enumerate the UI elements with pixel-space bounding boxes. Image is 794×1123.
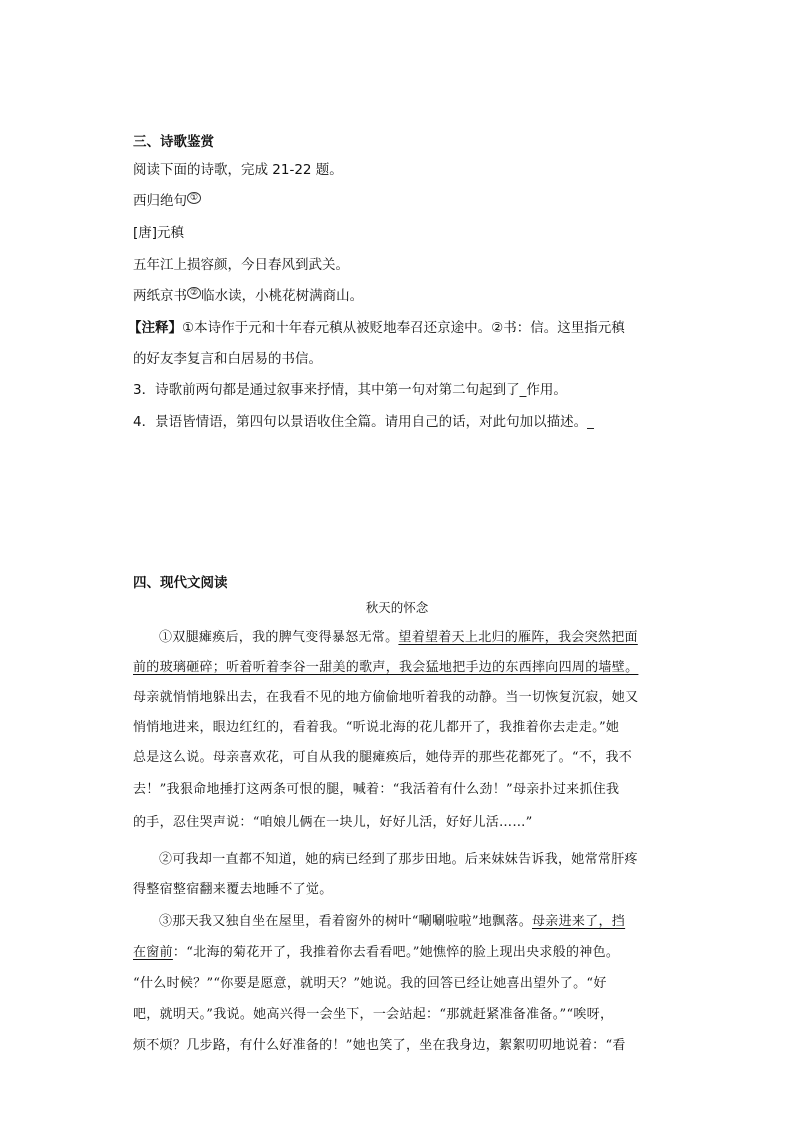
- line-text: 的手，忍住哭声说：“咱娘儿俩在一块儿，好好儿活，好好儿活……”: [133, 815, 533, 830]
- poem-title-text: 西归绝句: [133, 193, 187, 209]
- article-line: [133, 688, 659, 708]
- line-text: 母亲就悄悄地躲出去，在我看不见的地方偷偷地听着我的动静。当一切恢复沉寂，她又: [133, 690, 639, 705]
- poem-title: [133, 191, 201, 211]
- line-text: ：“北海的菊花开了，我推着你去看看吧。”她憔悴的脸上现出央求般的神色。: [172, 945, 620, 960]
- article-line: [133, 718, 659, 738]
- article-line: [133, 658, 659, 678]
- article-line: [133, 974, 659, 994]
- footnote-marker: ②: [187, 287, 201, 299]
- poem-line-1: 五年江上损容颜，今日春风到武关。: [133, 257, 349, 273]
- underlined-text: 前的玻璃砸碎；听着听着李谷一甜美的歌声，我会猛地把手边的东西摔向四周的墙壁。: [133, 660, 639, 675]
- poem-line-2-part-a: 两纸京书: [133, 288, 187, 304]
- underlined-text: 在窗前: [133, 945, 173, 960]
- article-line: [133, 748, 659, 768]
- line-text: 总是这么说。母亲喜欢花，可自从我的腿瘫痪后，她侍弄的那些花都死了。“不，我不: [133, 750, 633, 765]
- notes-line-2: 的好友李复言和白居易的书信。: [133, 351, 322, 367]
- notes-line-1: [128, 318, 625, 338]
- question-4: 4．景语皆情语，第四句以景语收住全篇。请用自己的话，对此句加以描述。_: [133, 414, 594, 430]
- article-title: 秋天的怀念: [365, 600, 429, 615]
- article-line: ②可我却一直都不知道，她的病已经到了那步田地。后来妹妹告诉我，她常常肝疼: [159, 852, 638, 867]
- underlined-text: 望着望着天上北归的雁阵，我会突然把面: [398, 630, 638, 645]
- line-text: 悄悄地进来，眼边红红的，看着我。“听说北海的花儿都开了，我推着你去走走。”她: [133, 720, 620, 735]
- footnote-marker: ①: [187, 192, 201, 204]
- article-line: [133, 628, 659, 648]
- article-line: [133, 912, 659, 932]
- poem-line-2-part-b: 临水读，小桃花树满商山。: [201, 288, 364, 304]
- poem-author: [唐]元稹: [133, 225, 185, 241]
- article-line: [133, 813, 659, 833]
- line-text: 去！”我狠命地捶打这两条可恨的腿，喊着：“我活着有什么劲！”母亲扑过来抓住我: [133, 782, 620, 797]
- section-heading-poetry: 三、诗歌鉴赏: [133, 134, 214, 150]
- poem-line-2: [133, 286, 363, 306]
- article-line: [133, 1036, 659, 1056]
- line-text: ③那天我又独自坐在屋里，看着窗外的树叶“唰唰啦啦”地飘落。: [159, 914, 532, 929]
- line-text: 烦不烦？几步路，有什么好准备的！”她也笑了，坐在我身边，絮絮叨叨地说着：“看: [133, 1038, 626, 1053]
- section-heading-reading: 四、现代文阅读: [133, 575, 228, 591]
- instruction: 阅读下面的诗歌，完成 21-22 题。: [133, 162, 343, 178]
- question-3: 3．诗歌前两句都是通过叙事来抒情，其中第一句对第二句起到了_作用。: [133, 382, 567, 398]
- line-text: ①双腿瘫痪后，我的脾气变得暴怒无常。: [159, 630, 399, 645]
- article-line: [133, 1005, 659, 1025]
- article-line: [133, 943, 659, 963]
- line-text: “什么时候？”“你要是愿意，就明天？”她说。我的回答已经让她喜出望外了。“好: [133, 976, 607, 991]
- notes-text-1: ①本诗作于元和十年春元稹从被贬地奉召还京途中。②书：信。这里指元稹: [182, 320, 625, 336]
- article-line: [133, 780, 659, 800]
- notes-label: 【注释】: [128, 320, 182, 336]
- line-text: 吧，就明天。”我说。她高兴得一会坐下，一会站起：“那就赶紧准备准备。”“唉呀，: [133, 1007, 614, 1022]
- article-line: 得整宿整宿翻来覆去地睡不了觉。: [133, 882, 333, 897]
- underlined-text: 母亲进来了，挡: [532, 914, 626, 929]
